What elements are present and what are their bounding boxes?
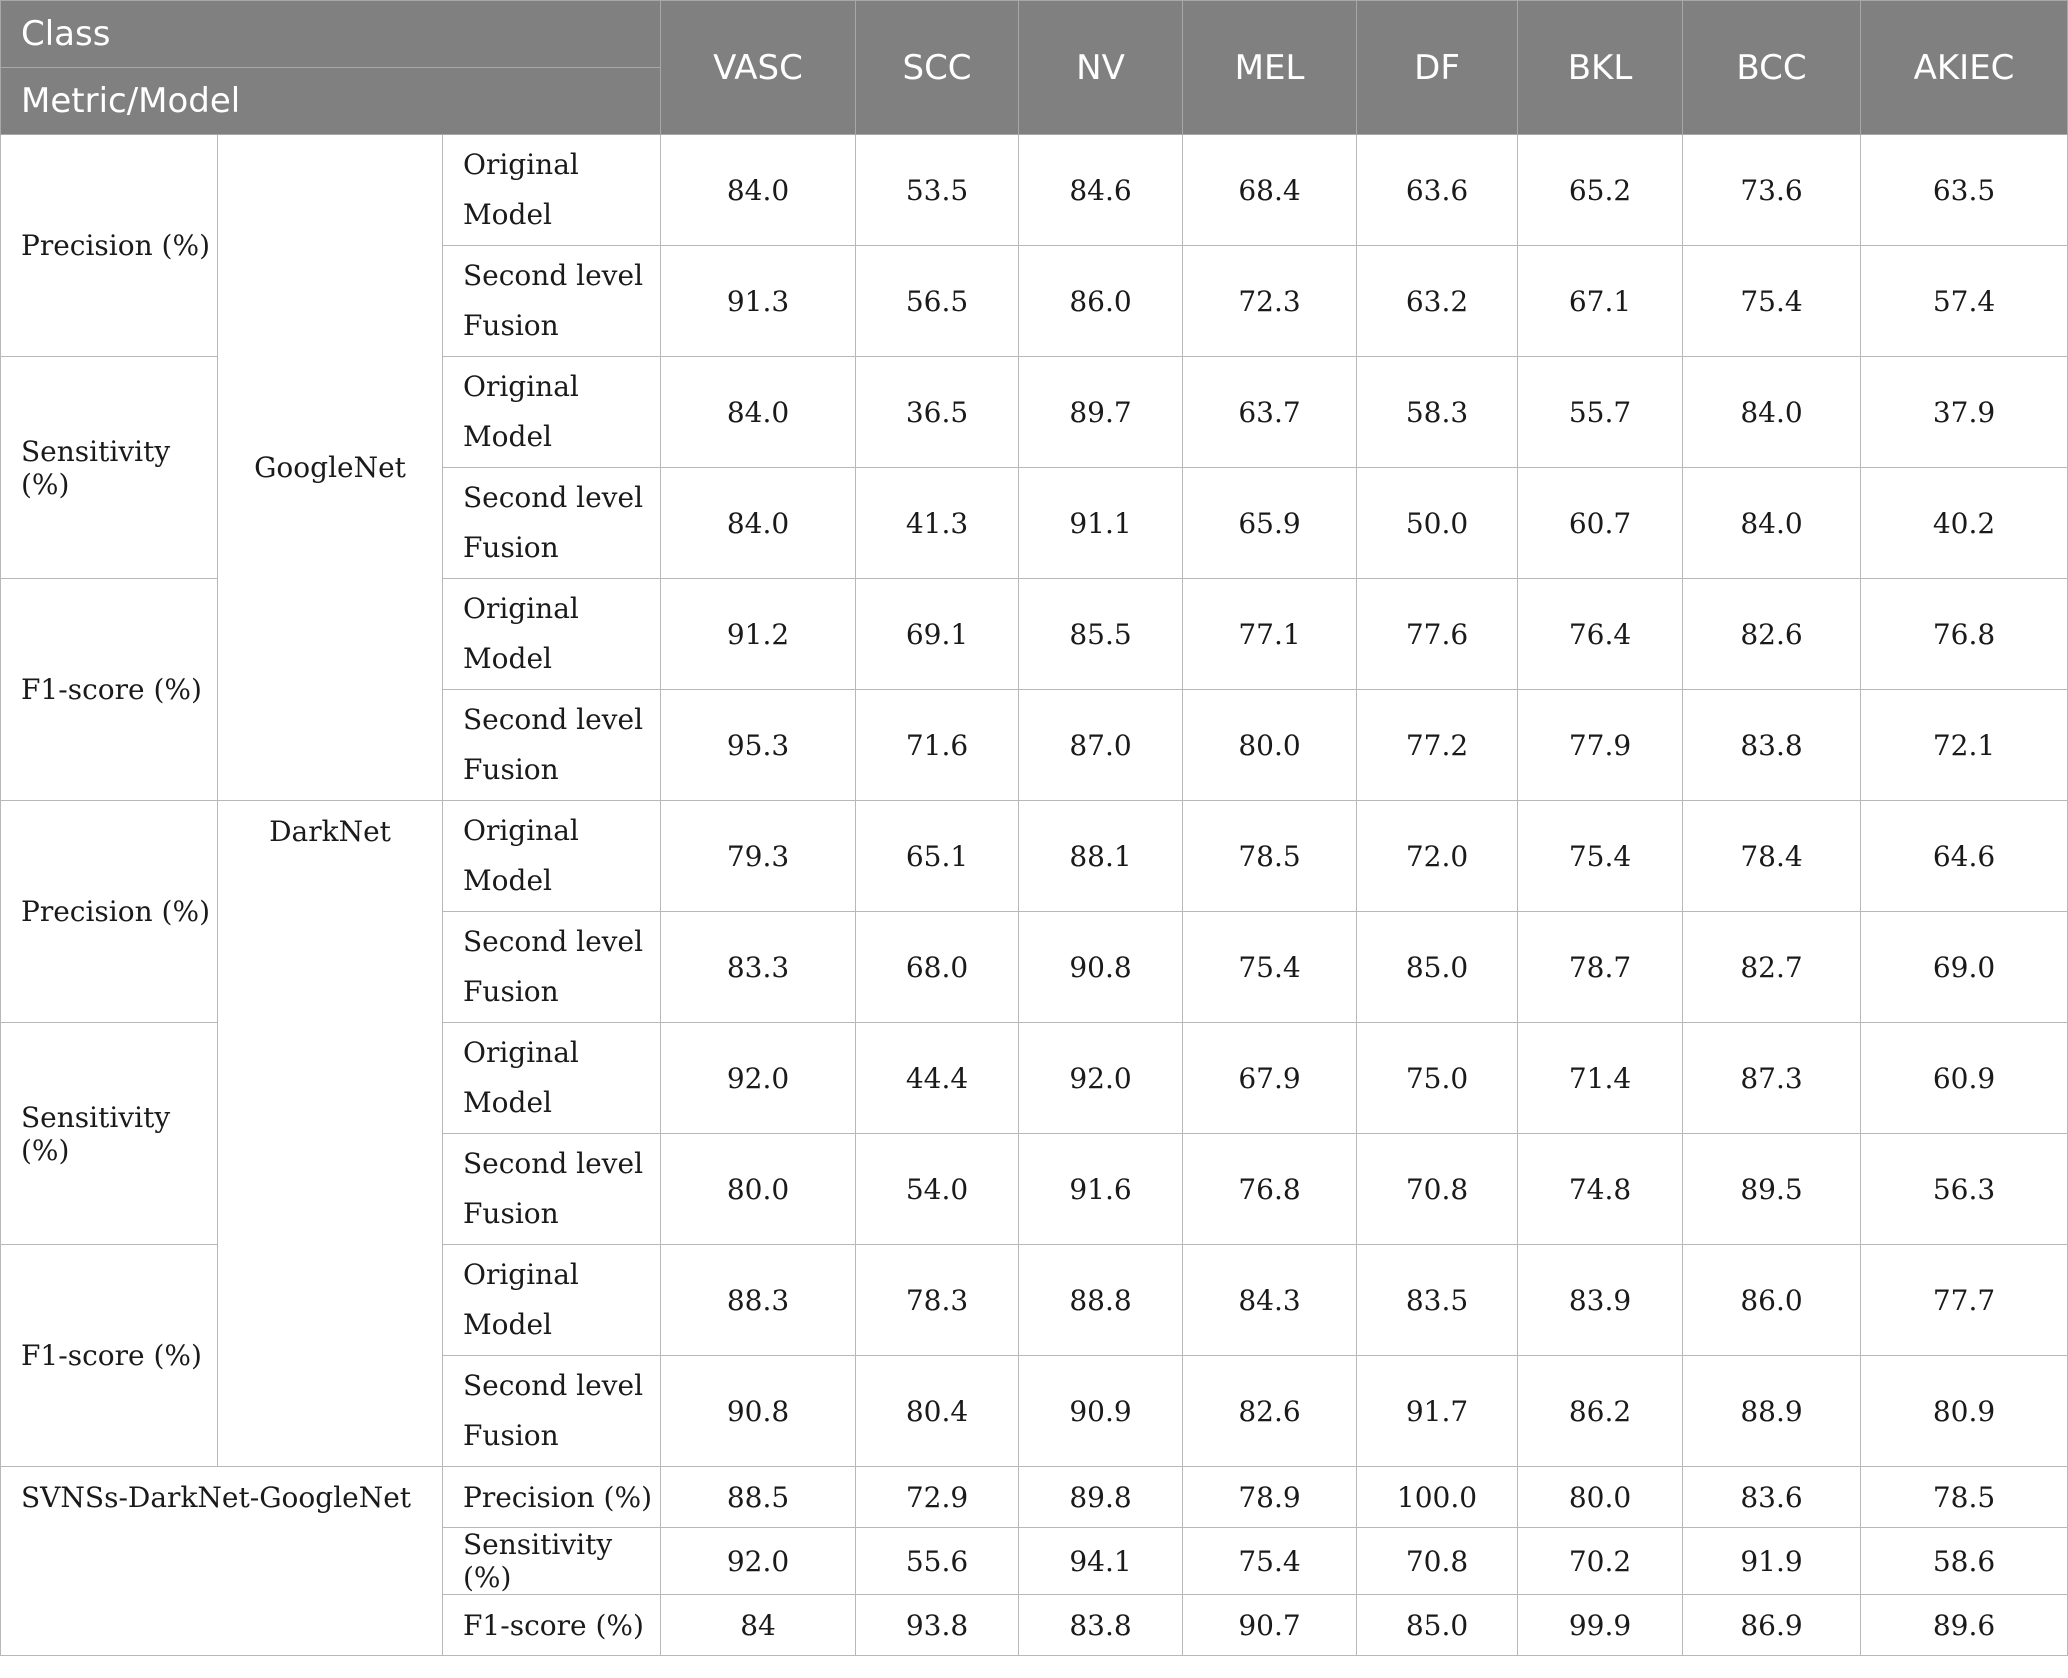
value-cell: 56.3 xyxy=(1861,1134,2068,1245)
value-cell: 70.2 xyxy=(1518,1528,1683,1595)
value-cell: 84.6 xyxy=(1019,135,1183,246)
value-cell: 75.4 xyxy=(1683,246,1861,357)
value-cell: 88.1 xyxy=(1019,801,1183,912)
column-header: BKL xyxy=(1518,1,1683,135)
value-cell: 67.9 xyxy=(1183,1023,1357,1134)
variant-label: Original Model xyxy=(443,801,661,912)
table-header xyxy=(1,1,2068,135)
value-cell: 91.1 xyxy=(1019,468,1183,579)
value-cell: 91.2 xyxy=(661,579,856,690)
value-cell: 55.6 xyxy=(856,1528,1019,1595)
value-cell: 83.3 xyxy=(661,912,856,1023)
value-cell: 57.4 xyxy=(1861,246,2068,357)
value-cell: 84 xyxy=(661,1595,856,1656)
value-cell: 86.0 xyxy=(1683,1245,1861,1356)
metric-label: F1-score (%) xyxy=(1,1245,218,1467)
value-cell: 82.6 xyxy=(1183,1356,1357,1467)
value-cell: 76.4 xyxy=(1518,579,1683,690)
column-header: SCC xyxy=(856,1,1019,135)
value-cell: 88.9 xyxy=(1683,1356,1861,1467)
value-cell: 60.9 xyxy=(1861,1023,2068,1134)
model-label: DarkNet xyxy=(218,801,443,1467)
value-cell: 68.0 xyxy=(856,912,1019,1023)
metric-model-header: Metric/Model xyxy=(1,68,661,135)
value-cell: 99.9 xyxy=(1518,1595,1683,1656)
value-cell: 63.6 xyxy=(1357,135,1518,246)
value-cell: 75.4 xyxy=(1518,801,1683,912)
value-cell: 86.9 xyxy=(1683,1595,1861,1656)
variant-label: Second level Fusion xyxy=(443,246,661,357)
value-cell: 53.5 xyxy=(856,135,1019,246)
value-cell: 75.0 xyxy=(1357,1023,1518,1134)
value-cell: 87.0 xyxy=(1019,690,1183,801)
value-cell: 67.1 xyxy=(1518,246,1683,357)
value-cell: 77.6 xyxy=(1357,579,1518,690)
value-cell: 78.3 xyxy=(856,1245,1019,1356)
value-cell: 82.6 xyxy=(1683,579,1861,690)
value-cell: 89.7 xyxy=(1019,357,1183,468)
value-cell: 72.0 xyxy=(1357,801,1518,912)
value-cell: 92.0 xyxy=(661,1528,856,1595)
value-cell: 63.2 xyxy=(1357,246,1518,357)
value-cell: 91.6 xyxy=(1019,1134,1183,1245)
value-cell: 82.7 xyxy=(1683,912,1861,1023)
value-cell: 77.2 xyxy=(1357,690,1518,801)
value-cell: 90.7 xyxy=(1183,1595,1357,1656)
value-cell: 85.0 xyxy=(1357,912,1518,1023)
value-cell: 41.3 xyxy=(856,468,1019,579)
column-header: BCC xyxy=(1683,1,1861,135)
value-cell: 87.3 xyxy=(1683,1023,1861,1134)
value-cell: 84.0 xyxy=(661,468,856,579)
summary-row xyxy=(1,1467,2068,1528)
value-cell: 75.4 xyxy=(1183,1528,1357,1595)
column-header: DF xyxy=(1357,1,1518,135)
value-cell: 83.8 xyxy=(1683,690,1861,801)
value-cell: 83.9 xyxy=(1518,1245,1683,1356)
summary-metric-label: Precision (%) xyxy=(443,1467,661,1528)
value-cell: 78.5 xyxy=(1183,801,1357,912)
value-cell: 100.0 xyxy=(1357,1467,1518,1528)
value-cell: 72.9 xyxy=(856,1467,1019,1528)
variant-label: Original Model xyxy=(443,579,661,690)
variant-label: Original Model xyxy=(443,1023,661,1134)
metric-label: Precision (%) xyxy=(1,801,218,1023)
value-cell: 70.8 xyxy=(1357,1134,1518,1245)
value-cell: 77.7 xyxy=(1861,1245,2068,1356)
value-cell: 94.1 xyxy=(1019,1528,1183,1595)
value-cell: 60.7 xyxy=(1518,468,1683,579)
table-body xyxy=(1,135,2068,1656)
value-cell: 58.6 xyxy=(1861,1528,2068,1595)
value-cell: 50.0 xyxy=(1357,468,1518,579)
metric-label: Sensitivity (%) xyxy=(1,1023,218,1245)
value-cell: 95.3 xyxy=(661,690,856,801)
column-header: AKIEC xyxy=(1861,1,2068,135)
variant-label: Second level Fusion xyxy=(443,1134,661,1245)
value-cell: 78.9 xyxy=(1183,1467,1357,1528)
value-cell: 84.0 xyxy=(1683,468,1861,579)
value-cell: 83.6 xyxy=(1683,1467,1861,1528)
value-cell: 54.0 xyxy=(856,1134,1019,1245)
metric-label: Sensitivity (%) xyxy=(1,357,218,579)
value-cell: 91.3 xyxy=(661,246,856,357)
value-cell: 78.7 xyxy=(1518,912,1683,1023)
value-cell: 80.9 xyxy=(1861,1356,2068,1467)
variant-label: Second level Fusion xyxy=(443,468,661,579)
value-cell: 36.5 xyxy=(856,357,1019,468)
value-cell: 90.8 xyxy=(1019,912,1183,1023)
variant-label: Original Model xyxy=(443,357,661,468)
value-cell: 44.4 xyxy=(856,1023,1019,1134)
value-cell: 84.0 xyxy=(1683,357,1861,468)
value-cell: 92.0 xyxy=(1019,1023,1183,1134)
value-cell: 69.0 xyxy=(1861,912,2068,1023)
value-cell: 91.7 xyxy=(1357,1356,1518,1467)
value-cell: 77.9 xyxy=(1518,690,1683,801)
model-label: GoogleNet xyxy=(218,135,443,801)
class-header: Class xyxy=(1,1,661,68)
value-cell: 65.2 xyxy=(1518,135,1683,246)
value-cell: 63.5 xyxy=(1861,135,2068,246)
value-cell: 86.0 xyxy=(1019,246,1183,357)
table-row xyxy=(1,135,2068,246)
value-cell: 69.1 xyxy=(856,579,1019,690)
value-cell: 73.6 xyxy=(1683,135,1861,246)
value-cell: 89.8 xyxy=(1019,1467,1183,1528)
value-cell: 72.1 xyxy=(1861,690,2068,801)
value-cell: 80.0 xyxy=(1183,690,1357,801)
value-cell: 70.8 xyxy=(1357,1528,1518,1595)
value-cell: 86.2 xyxy=(1518,1356,1683,1467)
value-cell: 88.3 xyxy=(661,1245,856,1356)
table-row xyxy=(1,801,2068,912)
value-cell: 56.5 xyxy=(856,246,1019,357)
value-cell: 37.9 xyxy=(1861,357,2068,468)
value-cell: 88.8 xyxy=(1019,1245,1183,1356)
value-cell: 78.5 xyxy=(1861,1467,2068,1528)
variant-label: Second level Fusion xyxy=(443,690,661,801)
value-cell: 85.0 xyxy=(1357,1595,1518,1656)
value-cell: 63.7 xyxy=(1183,357,1357,468)
value-cell: 83.8 xyxy=(1019,1595,1183,1656)
value-cell: 91.9 xyxy=(1683,1528,1861,1595)
value-cell: 92.0 xyxy=(661,1023,856,1134)
value-cell: 90.8 xyxy=(661,1356,856,1467)
value-cell: 80.4 xyxy=(856,1356,1019,1467)
variant-label: Original Model xyxy=(443,1245,661,1356)
variant-label: Original Model xyxy=(443,135,661,246)
column-header: NV xyxy=(1019,1,1183,135)
value-cell: 77.1 xyxy=(1183,579,1357,690)
value-cell: 93.8 xyxy=(856,1595,1019,1656)
value-cell: 76.8 xyxy=(1183,1134,1357,1245)
value-cell: 65.9 xyxy=(1183,468,1357,579)
summary-metric-label: F1-score (%) xyxy=(443,1595,661,1656)
value-cell: 74.8 xyxy=(1518,1134,1683,1245)
value-cell: 85.5 xyxy=(1019,579,1183,690)
value-cell: 89.5 xyxy=(1683,1134,1861,1245)
value-cell: 55.7 xyxy=(1518,357,1683,468)
value-cell: 72.3 xyxy=(1183,246,1357,357)
value-cell: 84.3 xyxy=(1183,1245,1357,1356)
value-cell: 58.3 xyxy=(1357,357,1518,468)
value-cell: 64.6 xyxy=(1861,801,2068,912)
value-cell: 89.6 xyxy=(1861,1595,2068,1656)
metric-label: F1-score (%) xyxy=(1,579,218,801)
value-cell: 78.4 xyxy=(1683,801,1861,912)
summary-model-label: SVNSs-DarkNet-GoogleNet xyxy=(1,1467,443,1656)
metric-label: Precision (%) xyxy=(1,135,218,357)
value-cell: 84.0 xyxy=(661,135,856,246)
value-cell: 84.0 xyxy=(661,357,856,468)
value-cell: 71.4 xyxy=(1518,1023,1683,1134)
value-cell: 71.6 xyxy=(856,690,1019,801)
value-cell: 90.9 xyxy=(1019,1356,1183,1467)
value-cell: 88.5 xyxy=(661,1467,856,1528)
value-cell: 40.2 xyxy=(1861,468,2068,579)
value-cell: 79.3 xyxy=(661,801,856,912)
value-cell: 76.8 xyxy=(1861,579,2068,690)
summary-metric-label: Sensitivity (%) xyxy=(443,1528,661,1595)
column-header: MEL xyxy=(1183,1,1357,135)
value-cell: 83.5 xyxy=(1357,1245,1518,1356)
value-cell: 68.4 xyxy=(1183,135,1357,246)
value-cell: 80.0 xyxy=(1518,1467,1683,1528)
value-cell: 75.4 xyxy=(1183,912,1357,1023)
variant-label: Second level Fusion xyxy=(443,912,661,1023)
variant-label: Second level Fusion xyxy=(443,1356,661,1467)
value-cell: 65.1 xyxy=(856,801,1019,912)
column-header: VASC xyxy=(661,1,856,135)
value-cell: 80.0 xyxy=(661,1134,856,1245)
